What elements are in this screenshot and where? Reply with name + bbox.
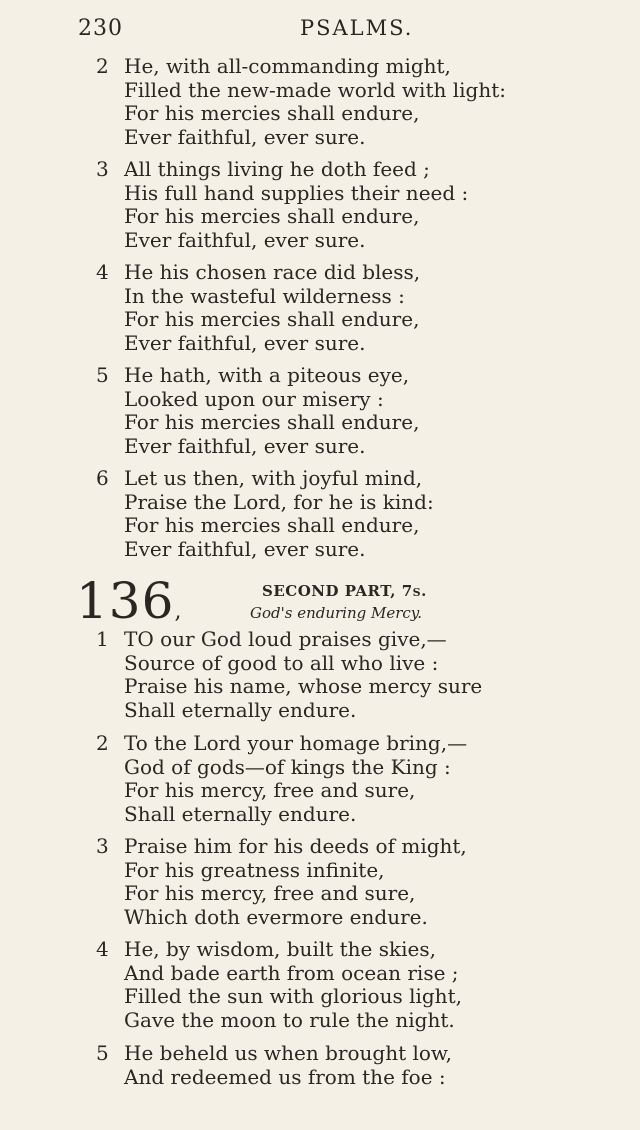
stanza-5b (96, 1042, 616, 1089)
stanza-5 (96, 364, 616, 458)
stanza-number: 4 (96, 260, 109, 284)
verse-line: His full hand supplies their need : (124, 180, 469, 205)
verse-line: Filled the sun with glorious light, (124, 984, 462, 1008)
part-title: SECOND PART, 7s. (262, 582, 427, 600)
verse-line: Filled the new-made world with light: (124, 77, 506, 102)
verse-line: Ever faithful, ever sure. (124, 433, 366, 458)
verse-line: For his mercies shall endure, (124, 307, 420, 331)
verse-line: Praise his name, whose mercy sure (124, 674, 483, 698)
stanza-number: 4 (96, 937, 109, 961)
stanza-number: 2 (96, 731, 109, 755)
verse-line: Ever faithful, ever sure. (124, 536, 366, 561)
stanza-number: 6 (96, 466, 109, 490)
verse-line: He his chosen race did bless, (124, 260, 421, 284)
part-subtitle: God's enduring Mercy. (250, 604, 423, 622)
stanza-4b (96, 938, 616, 1032)
stanza-4 (96, 261, 616, 355)
verse-line: For his mercy, free and sure, (124, 778, 416, 802)
verse-line: And redeemed us from the foe : (124, 1064, 446, 1089)
verse-line: And bade earth from ocean rise ; (124, 960, 459, 985)
verse-line: He beheld us when brought low, (124, 1041, 453, 1065)
verse-line: In the wasteful wilderness : (124, 283, 405, 308)
stanza-1 (96, 628, 616, 722)
verse-line: He, by wisdom, built the skies, (124, 937, 436, 961)
stanza-number: 5 (96, 1041, 109, 1065)
verse-line: For his mercies shall endure, (124, 410, 420, 434)
verse-line: God of gods—of kings the King : (124, 754, 451, 779)
verse-line: Shall eternally endure. (124, 697, 357, 722)
stanza-number: 3 (96, 834, 109, 858)
stanza-number: 2 (96, 54, 109, 78)
verse-line: Source of good to all who live : (124, 650, 439, 675)
verse-line: Praise him for his deeds of might, (124, 834, 467, 858)
stanza-3 (96, 158, 616, 252)
running-head: PSALMS. (300, 16, 414, 40)
psalm-number-punct: , (174, 599, 183, 624)
verse-line: To the Lord your homage bring,— (124, 731, 468, 755)
verse-line: For his mercies shall endure, (124, 101, 420, 125)
stanza-3b (96, 835, 616, 929)
stanza-2 (96, 55, 616, 149)
verse-line: He hath, with a piteous eye, (124, 363, 410, 387)
psalm-number-text: 136 (76, 572, 175, 630)
verse-line: Let us then, with joyful mind, (124, 466, 423, 490)
verse-line: Shall eternally endure. (124, 801, 357, 826)
verse-line: Gave the moon to rule the night. (124, 1007, 455, 1032)
verse-line: All things living he doth feed ; (124, 157, 430, 181)
page-number: 230 (78, 16, 123, 41)
verse-line: Looked upon our misery : (124, 386, 384, 411)
stanza-number: 1 (96, 627, 109, 651)
stanza-6 (96, 467, 616, 561)
stanza-2b (96, 732, 616, 826)
verse-line: Praise the Lord, for he is kind: (124, 489, 434, 514)
verse-line: Ever faithful, ever sure. (124, 227, 366, 252)
verse-line: He, with all-commanding might, (124, 54, 451, 78)
verse-line: Ever faithful, ever sure. (124, 124, 366, 149)
verse-line: For his mercies shall endure, (124, 204, 420, 228)
stanza-number: 5 (96, 363, 109, 387)
stanza-number: 3 (96, 157, 109, 181)
verse-line: For his mercies shall endure, (124, 513, 420, 537)
verse-line: Which doth evermore endure. (124, 904, 428, 929)
verse-line: For his greatness infinite, (124, 857, 385, 882)
verse-line: TO our God loud praises give,— (124, 627, 447, 651)
verse-line: For his mercy, free and sure, (124, 881, 416, 905)
verse-line: Ever faithful, ever sure. (124, 330, 366, 355)
